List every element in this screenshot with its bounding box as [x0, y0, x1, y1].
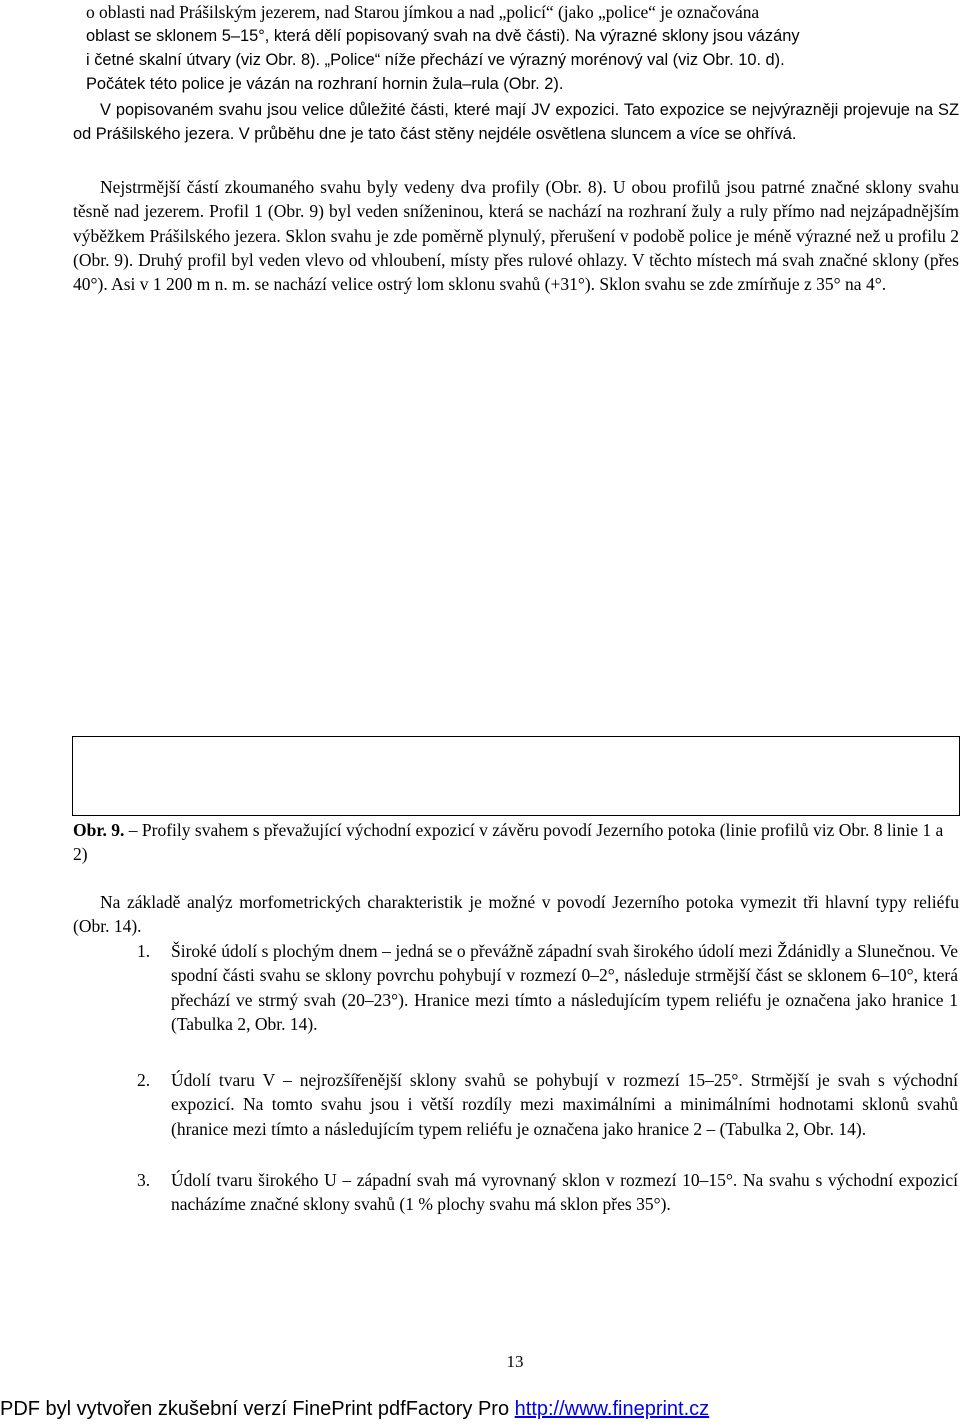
list-number: 3.	[137, 1170, 151, 1190]
intro-line: Počátek této police je vázán na rozhraní hornin žula–rula (Obr. 2).	[86, 75, 564, 93]
list-item: Údolí tvaru širokého U – západní svah má vyrovnaný sklon v rozmezí 10–15°. Na svahu s východní expozicí nacházíme značné sklony svahů (1 % plochy svahu má sklon přes 35°).	[171, 1170, 958, 1215]
list-number: 2.	[137, 1070, 151, 1090]
list-item: Údolí tvaru V – nejrozšířenější sklony svahů se pohybují v rozmezí 15–25°. Strmější je svah s východní expozicí. Na tomto svahu jsou i větší rozdíly mezi maximálními a minimálními hodnotami sklonů svahů (hranice mezi tímto a následujícím typem reliéfu je označena jako hranice 2 – (Tabulka 2, Obr. 14).	[171, 1070, 958, 1139]
list-number: 1.	[137, 941, 151, 961]
figure-caption	[73, 818, 959, 867]
page-number: 13	[506, 1352, 524, 1371]
intro-line: o oblasti nad Prášilským jezerem, nad Starou jímkou a nad „policí“ (jako „police“ je označována	[86, 2, 760, 22]
paragraph-relief-types: Na základě analýz morfometrických charakteristik je možné v povodí Jezerního potoka vymezit tři hlavní typy reliéfu (Obr. 14).	[73, 892, 959, 937]
footer-text: PDF byl vytvořen zkušební verzí FinePrint pdfFactory Pro	[0, 1398, 515, 1420]
paragraph-profiles: Nejstrmější částí zkoumaného svahu byly vedeny dva profily (Obr. 8). U obou profilů jsou patrné značné sklony svahu těsně nad jezerem. Profil 1 (Obr. 9) byl veden sníženinou, která se nachází na rozhraní žuly a ruly přímo nad nejzápadnějším výběžkem Prášilského jezera. Sklon svahu je zde poměrně plynulý, přerušení v podobě police je méně výrazné než u profilu 2 (Obr. 9). Druhý profil byl veden vlevo od vhloubení, místy přes rulové ohlazy. V těchto místech má svah značné sklony (přes 40°). Asi v 1 200 m n. m. se nachází velice ostrý lom sklonu svahů (+31°). Sklon svahu se zde zmírňuje z 35° na 4°.	[73, 177, 959, 295]
list-item: Široké údolí s plochým dnem – jedná se o převážně západní svah širokého údolí mezi Ždánidly a Slunečnou. Ve spodní části svahu se sklony povrchu pohybují v rozmezí 0–2°, následuje strmější část se sklonem 6–10°, která přechází ve strmý svah (20–23°). Hranice mezi tímto a následujícím typem reliéfu je označena jako hranice 1 (Tabulka 2, Obr. 14).	[171, 941, 958, 1034]
footer-watermark	[0, 1398, 709, 1421]
paragraph-jv-exposure: V popisovaném svahu jsou velice důležité části, které mají JV expozici. Tato expozice se nejvýrazněji projevuje na SZ od Prášilského jezera. V průběhu dne je tato část stěny nejdéle osvětlena sluncem a více se ohřívá.	[73, 101, 959, 144]
caption-label: Obr. 9.	[73, 820, 125, 840]
intro-line: oblast se sklonem 5–15°, která dělí popisovaný svah na dvě části). Na výrazné sklony jsou vázány	[86, 27, 800, 45]
figure-frame	[73, 737, 960, 816]
intro-line: i četné skalní útvary (viz Obr. 8). „Police“ níže přechází ve výrazný morénový val (viz Obr. 10. d).	[86, 51, 785, 69]
footer-link[interactable]: http://www.fineprint.cz	[514, 1398, 710, 1420]
caption-text: – Profily svahem s převažující východní expozicí v závěru povodí Jezerního potoka (linie profilů viz Obr. 8 linie 1 a 2)	[73, 820, 944, 865]
